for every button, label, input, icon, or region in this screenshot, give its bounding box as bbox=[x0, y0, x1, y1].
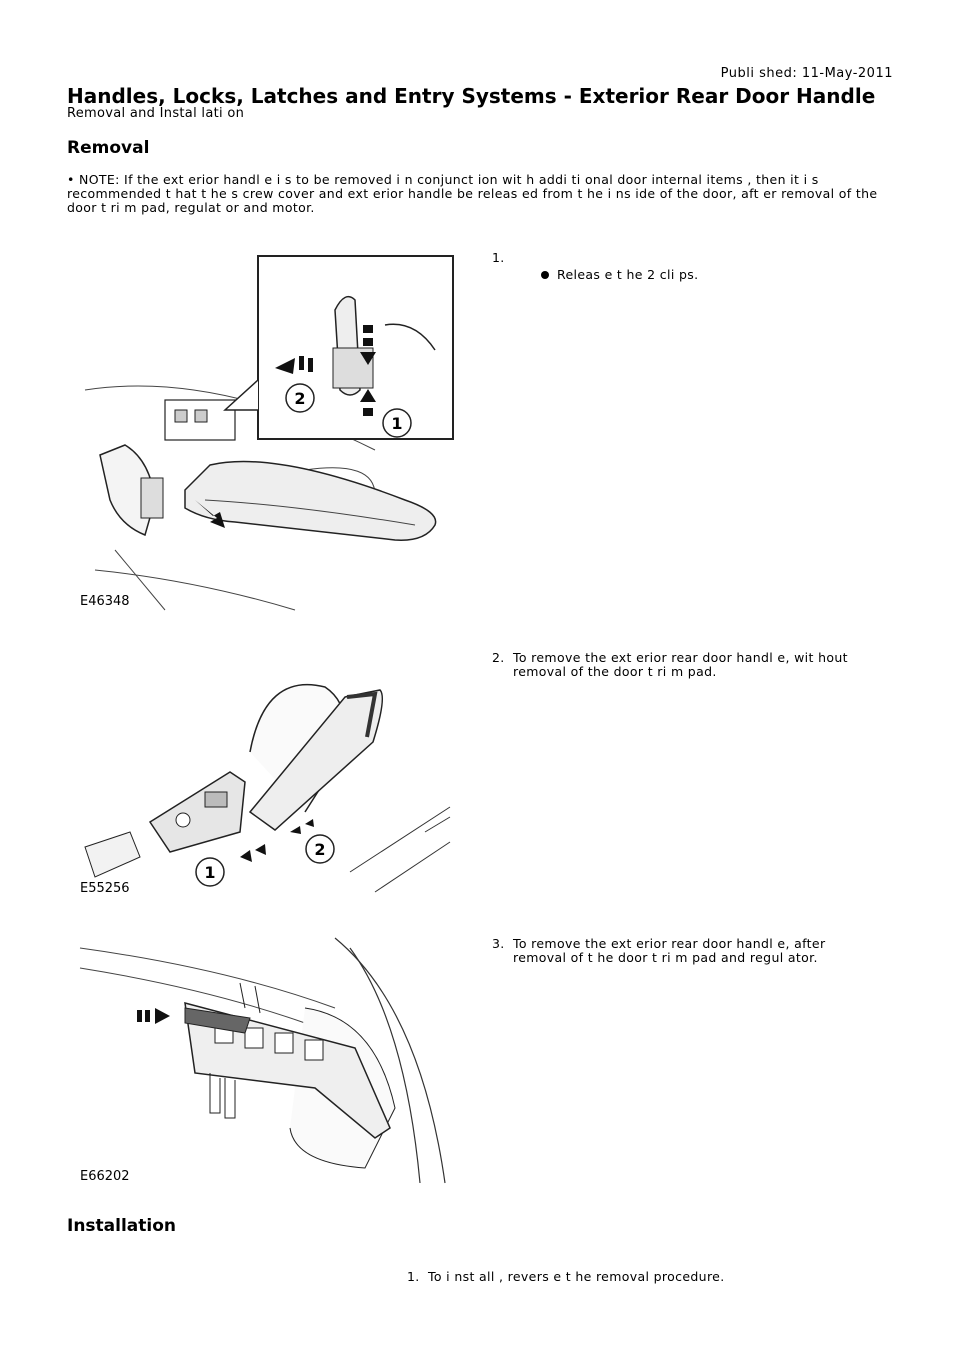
callout-1: 1 bbox=[391, 414, 403, 433]
figure-id: E55256 bbox=[80, 881, 130, 896]
bullet-icon bbox=[541, 271, 549, 279]
callout-1: 1 bbox=[204, 863, 216, 882]
callout-2: 2 bbox=[294, 389, 306, 408]
callout-2: 2 bbox=[314, 840, 326, 859]
figure-step-2 bbox=[75, 652, 455, 898]
step-text: To remove the ext erior rear door handl e, after removal of t he door t ri m pad and regul ator. bbox=[513, 936, 826, 965]
illustration-handle-inside-door bbox=[75, 928, 455, 1186]
step-text: To i nst all , revers e t he removal procedure. bbox=[428, 1269, 725, 1284]
figure-step-1 bbox=[75, 250, 455, 612]
install-step-1 bbox=[407, 1270, 807, 1286]
step-bullet bbox=[541, 268, 698, 282]
page-subtitle: Removal and Instal lati on bbox=[67, 106, 245, 121]
step-text: To remove the ext erior rear door handl e, wit hout removal of the door t ri m pad. bbox=[513, 650, 848, 679]
step-number: 2. bbox=[492, 650, 505, 665]
step-2 bbox=[492, 651, 892, 681]
bullet-text: Releas e t he 2 cli ps. bbox=[557, 267, 699, 282]
removal-heading: Removal bbox=[67, 138, 150, 158]
installation-heading: Installation bbox=[67, 1216, 177, 1236]
published-date: Publi shed: 11-May-2011 bbox=[720, 66, 893, 81]
figure-step-3 bbox=[75, 928, 455, 1186]
figure-id: E66202 bbox=[80, 1169, 130, 1184]
page-title: Handles, Locks, Latches and Entry Systems - Exterior Rear Door Handle bbox=[67, 84, 876, 108]
illustration-handle-clips bbox=[75, 250, 455, 612]
figure-id: E46348 bbox=[80, 594, 130, 609]
illustration-handle-removal bbox=[75, 652, 455, 898]
step-number: 1. bbox=[407, 1269, 420, 1284]
step-number: 3. bbox=[492, 936, 505, 951]
step-number: 1. bbox=[492, 250, 505, 265]
step-3 bbox=[492, 937, 892, 967]
removal-note: • NOTE: If the ext erior handl e i s to be removed i n conjunct ion wit h addi ti onal door internal items , then it i s recommended t hat t he s crew cover and ext erior handle be releas ed from t he i ns ide of the door, aft er removal of the door t ri m pad, regulat or and motor. bbox=[67, 172, 878, 215]
step-1 bbox=[492, 251, 892, 291]
